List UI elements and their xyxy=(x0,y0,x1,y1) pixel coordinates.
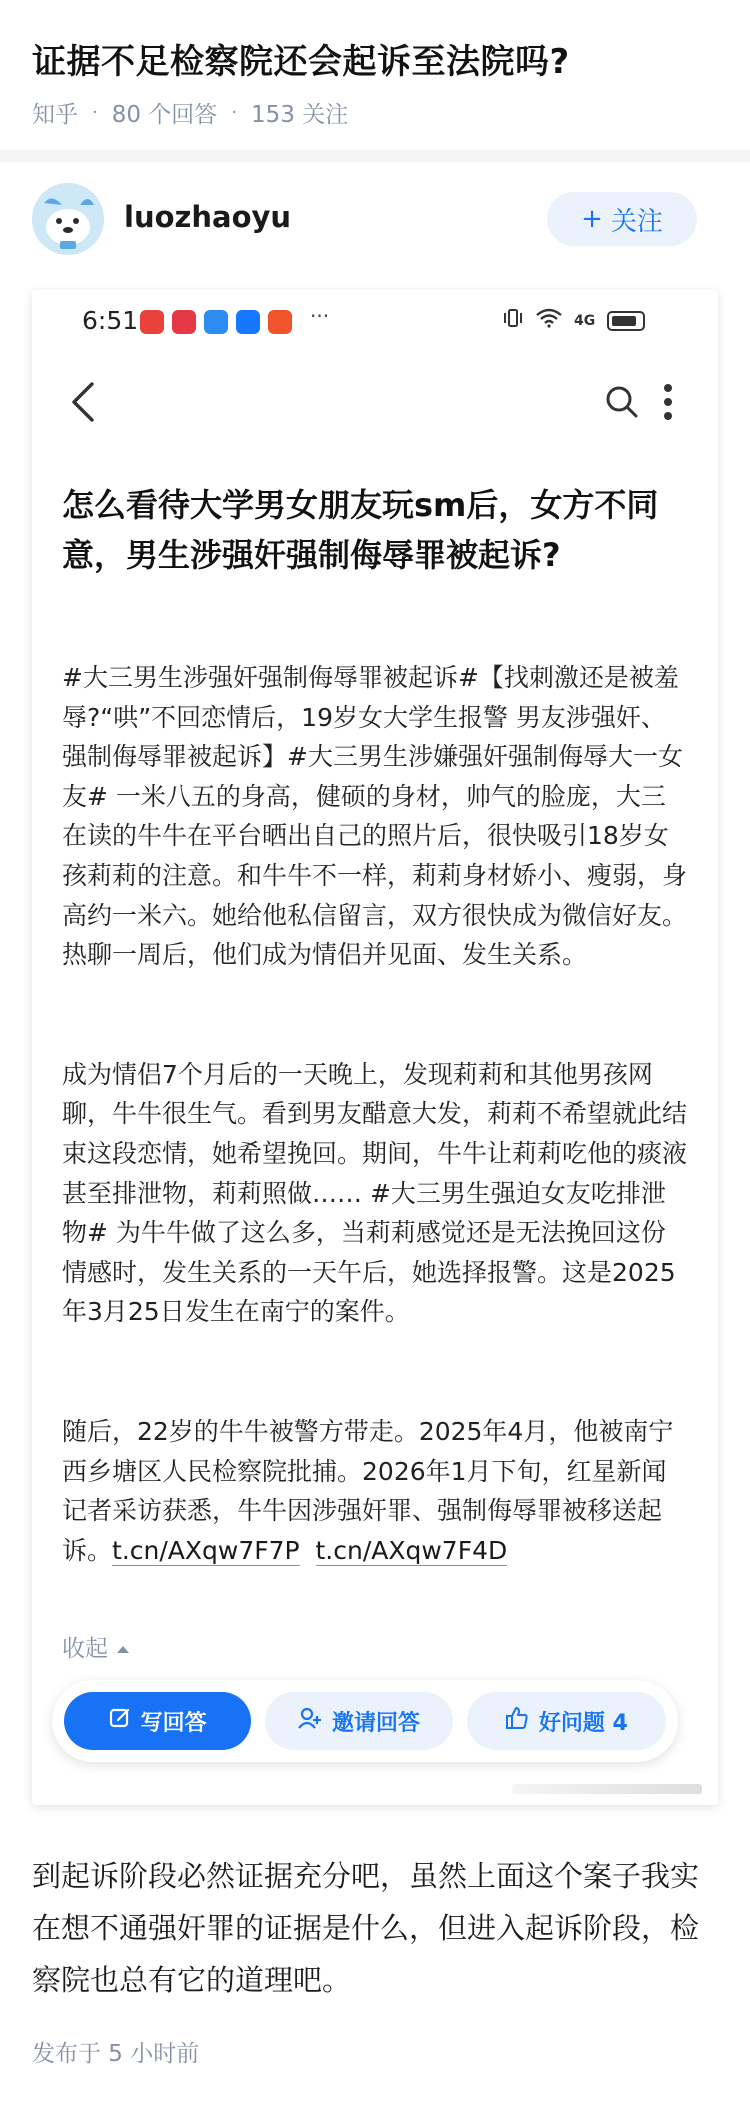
collapse-toggle[interactable] xyxy=(62,1630,130,1663)
question-meta xyxy=(32,96,348,129)
write-answer-button[interactable] xyxy=(64,1692,251,1750)
author-name[interactable]: luozhaoyu xyxy=(124,200,292,234)
app-notification-icon xyxy=(204,310,228,334)
edit-icon xyxy=(109,1707,131,1735)
follows-count: 153 关注 xyxy=(251,102,349,128)
paragraph-text: 随后，22岁的牛牛被警方带走。2025年4月，他被南宁西乡塘区人民检察院批捕。2026年1月下旬，红星新闻记者采访获悉，牛牛因涉强奸罪、强制侮辱罪被移送起诉。 xyxy=(62,1416,674,1565)
short-link[interactable]: t.cn/AXqw7F4D xyxy=(315,1535,508,1565)
post-title: 怎么看待大学男女朋友玩sm后，女方不同意，男生涉强奸强制侮辱罪被起诉? xyxy=(62,486,659,574)
paragraph: #大三男生涉强奸强制侮辱罪被起诉#【找刺激还是被羞辱?“哄”不回恋情后，19岁女大学生报警 男友涉强奸、强制侮辱罪被起诉】#大三男生涉嫌强奸强制侮辱大一女友# 一米八五的身高，健硕的身材，帅气的脸庞，大三在读的牛牛在平台晒出自己的照片后，很快吸引18岁女孩莉莉的注意。和牛牛不一样，莉莉身材娇小、瘦弱，身高约一米六。她给他私信留言，双方很快成为微信好友。热聊一周后，他们成为情侣并见面、发生关系。 xyxy=(62,663,688,970)
good-question-label: 好问题 4 xyxy=(538,1710,628,1736)
vibrate-icon xyxy=(502,308,524,333)
status-indicators xyxy=(502,308,645,333)
plus-icon: + xyxy=(581,204,603,234)
chevron-left-icon[interactable] xyxy=(68,380,98,428)
wifi-icon xyxy=(536,308,562,333)
embedded-screenshot[interactable] xyxy=(32,290,718,1805)
app-notification-icon xyxy=(236,310,260,334)
meta-separator: · xyxy=(231,102,238,123)
signal-icon: 4G xyxy=(574,312,596,329)
follow-label: 关注 xyxy=(610,206,663,237)
search-icon[interactable] xyxy=(604,384,640,424)
action-bar xyxy=(52,1680,678,1762)
status-app-icons xyxy=(140,310,292,334)
thumb-up-icon xyxy=(505,1706,529,1736)
question-title[interactable]: 证据不足检察院还会起诉至法院吗? xyxy=(32,42,570,82)
paragraph: 成为情侣7个月后的一天晚上，发现莉莉和其他男孩网聊，牛牛很生气。看到男友醋意大发，莉莉不希望就此结束这段恋情，她希望挽回。期间，牛牛让莉莉吃他的痰液甚至排泄物，莉莉照做…… #大三男生强迫女友吃排泄物# 为牛牛做了这么多，当莉莉感觉还是无法挽回这份情感时，发生关系的一天午后，她选择报警。这是2025年3月25日发生在南宁的案件。 xyxy=(62,1059,688,1327)
top-nav xyxy=(32,370,718,440)
caret-up-icon xyxy=(116,1634,130,1660)
answer-text: 到起诉阶段必然证据充分吧，虽然上面这个案子我实在想不通强奸罪的证据是什么，但进入起诉阶段，检察院也总有它的道理吧。 xyxy=(32,1859,700,1997)
app-notification-icon xyxy=(140,310,164,334)
user-plus-icon xyxy=(298,1707,322,1735)
watermark xyxy=(512,1784,702,1794)
post-body xyxy=(62,658,690,1570)
status-time: 6:51 xyxy=(82,306,139,335)
paragraph xyxy=(62,1412,690,1570)
avatar[interactable] xyxy=(32,183,104,255)
invite-answer-label: 邀请回答 xyxy=(332,1710,421,1736)
source-label[interactable]: 知乎 xyxy=(32,102,78,128)
collapse-label: 收起 xyxy=(62,1636,108,1662)
write-answer-label: 写回答 xyxy=(140,1710,207,1736)
kebab-icon[interactable] xyxy=(662,382,674,426)
invite-answer-button[interactable] xyxy=(265,1692,452,1750)
status-bar xyxy=(32,290,718,350)
app-notification-icon xyxy=(172,310,196,334)
good-question-button[interactable] xyxy=(467,1692,666,1750)
answers-count[interactable]: 80 个回答 xyxy=(111,102,218,128)
status-more-icon: ··· xyxy=(310,304,330,328)
follow-button[interactable] xyxy=(547,192,697,246)
section-divider xyxy=(0,150,750,162)
short-link[interactable]: t.cn/AXqw7F7P xyxy=(112,1535,300,1565)
app-notification-icon xyxy=(268,310,292,334)
meta-separator: · xyxy=(92,102,98,123)
published-time: 发布于 5 小时前 xyxy=(32,2041,200,2067)
battery-icon xyxy=(607,311,645,331)
